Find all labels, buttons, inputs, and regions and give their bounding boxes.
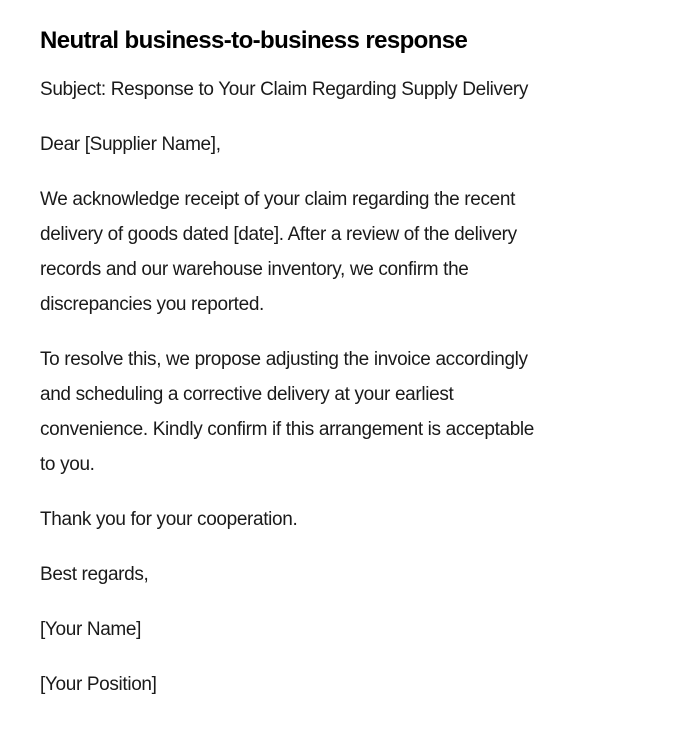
closing-line: Best regards, <box>40 564 149 585</box>
paragraph-line: delivery of goods dated [date]. After a review of the delivery <box>40 224 517 245</box>
document-title: Neutral business-to-business response <box>40 27 468 54</box>
body-paragraph-acknowledgement <box>40 182 660 322</box>
body-paragraph-resolution <box>40 342 660 482</box>
salutation: Dear [Supplier Name], <box>40 134 221 155</box>
paragraph-line: records and our warehouse inventory, we confirm the <box>40 259 469 280</box>
paragraph-line: We acknowledge receipt of your claim regarding the recent <box>40 189 516 210</box>
paragraph-line: convenience. Kindly confirm if this arrangement is acceptable <box>40 419 535 440</box>
signature-position: [Your Position] <box>40 674 157 695</box>
paragraph-line: to you. <box>40 454 95 475</box>
subject-line: Subject: Response to Your Claim Regarding Supply Delivery <box>40 79 529 100</box>
thanks-line: Thank you for your cooperation. <box>40 509 298 530</box>
paragraph-line: and scheduling a corrective delivery at your earliest <box>40 384 454 405</box>
paragraph-line: To resolve this, we propose adjusting the invoice accordingly <box>40 349 528 370</box>
signature-name: [Your Name] <box>40 619 142 640</box>
paragraph-line: discrepancies you reported. <box>40 294 264 315</box>
